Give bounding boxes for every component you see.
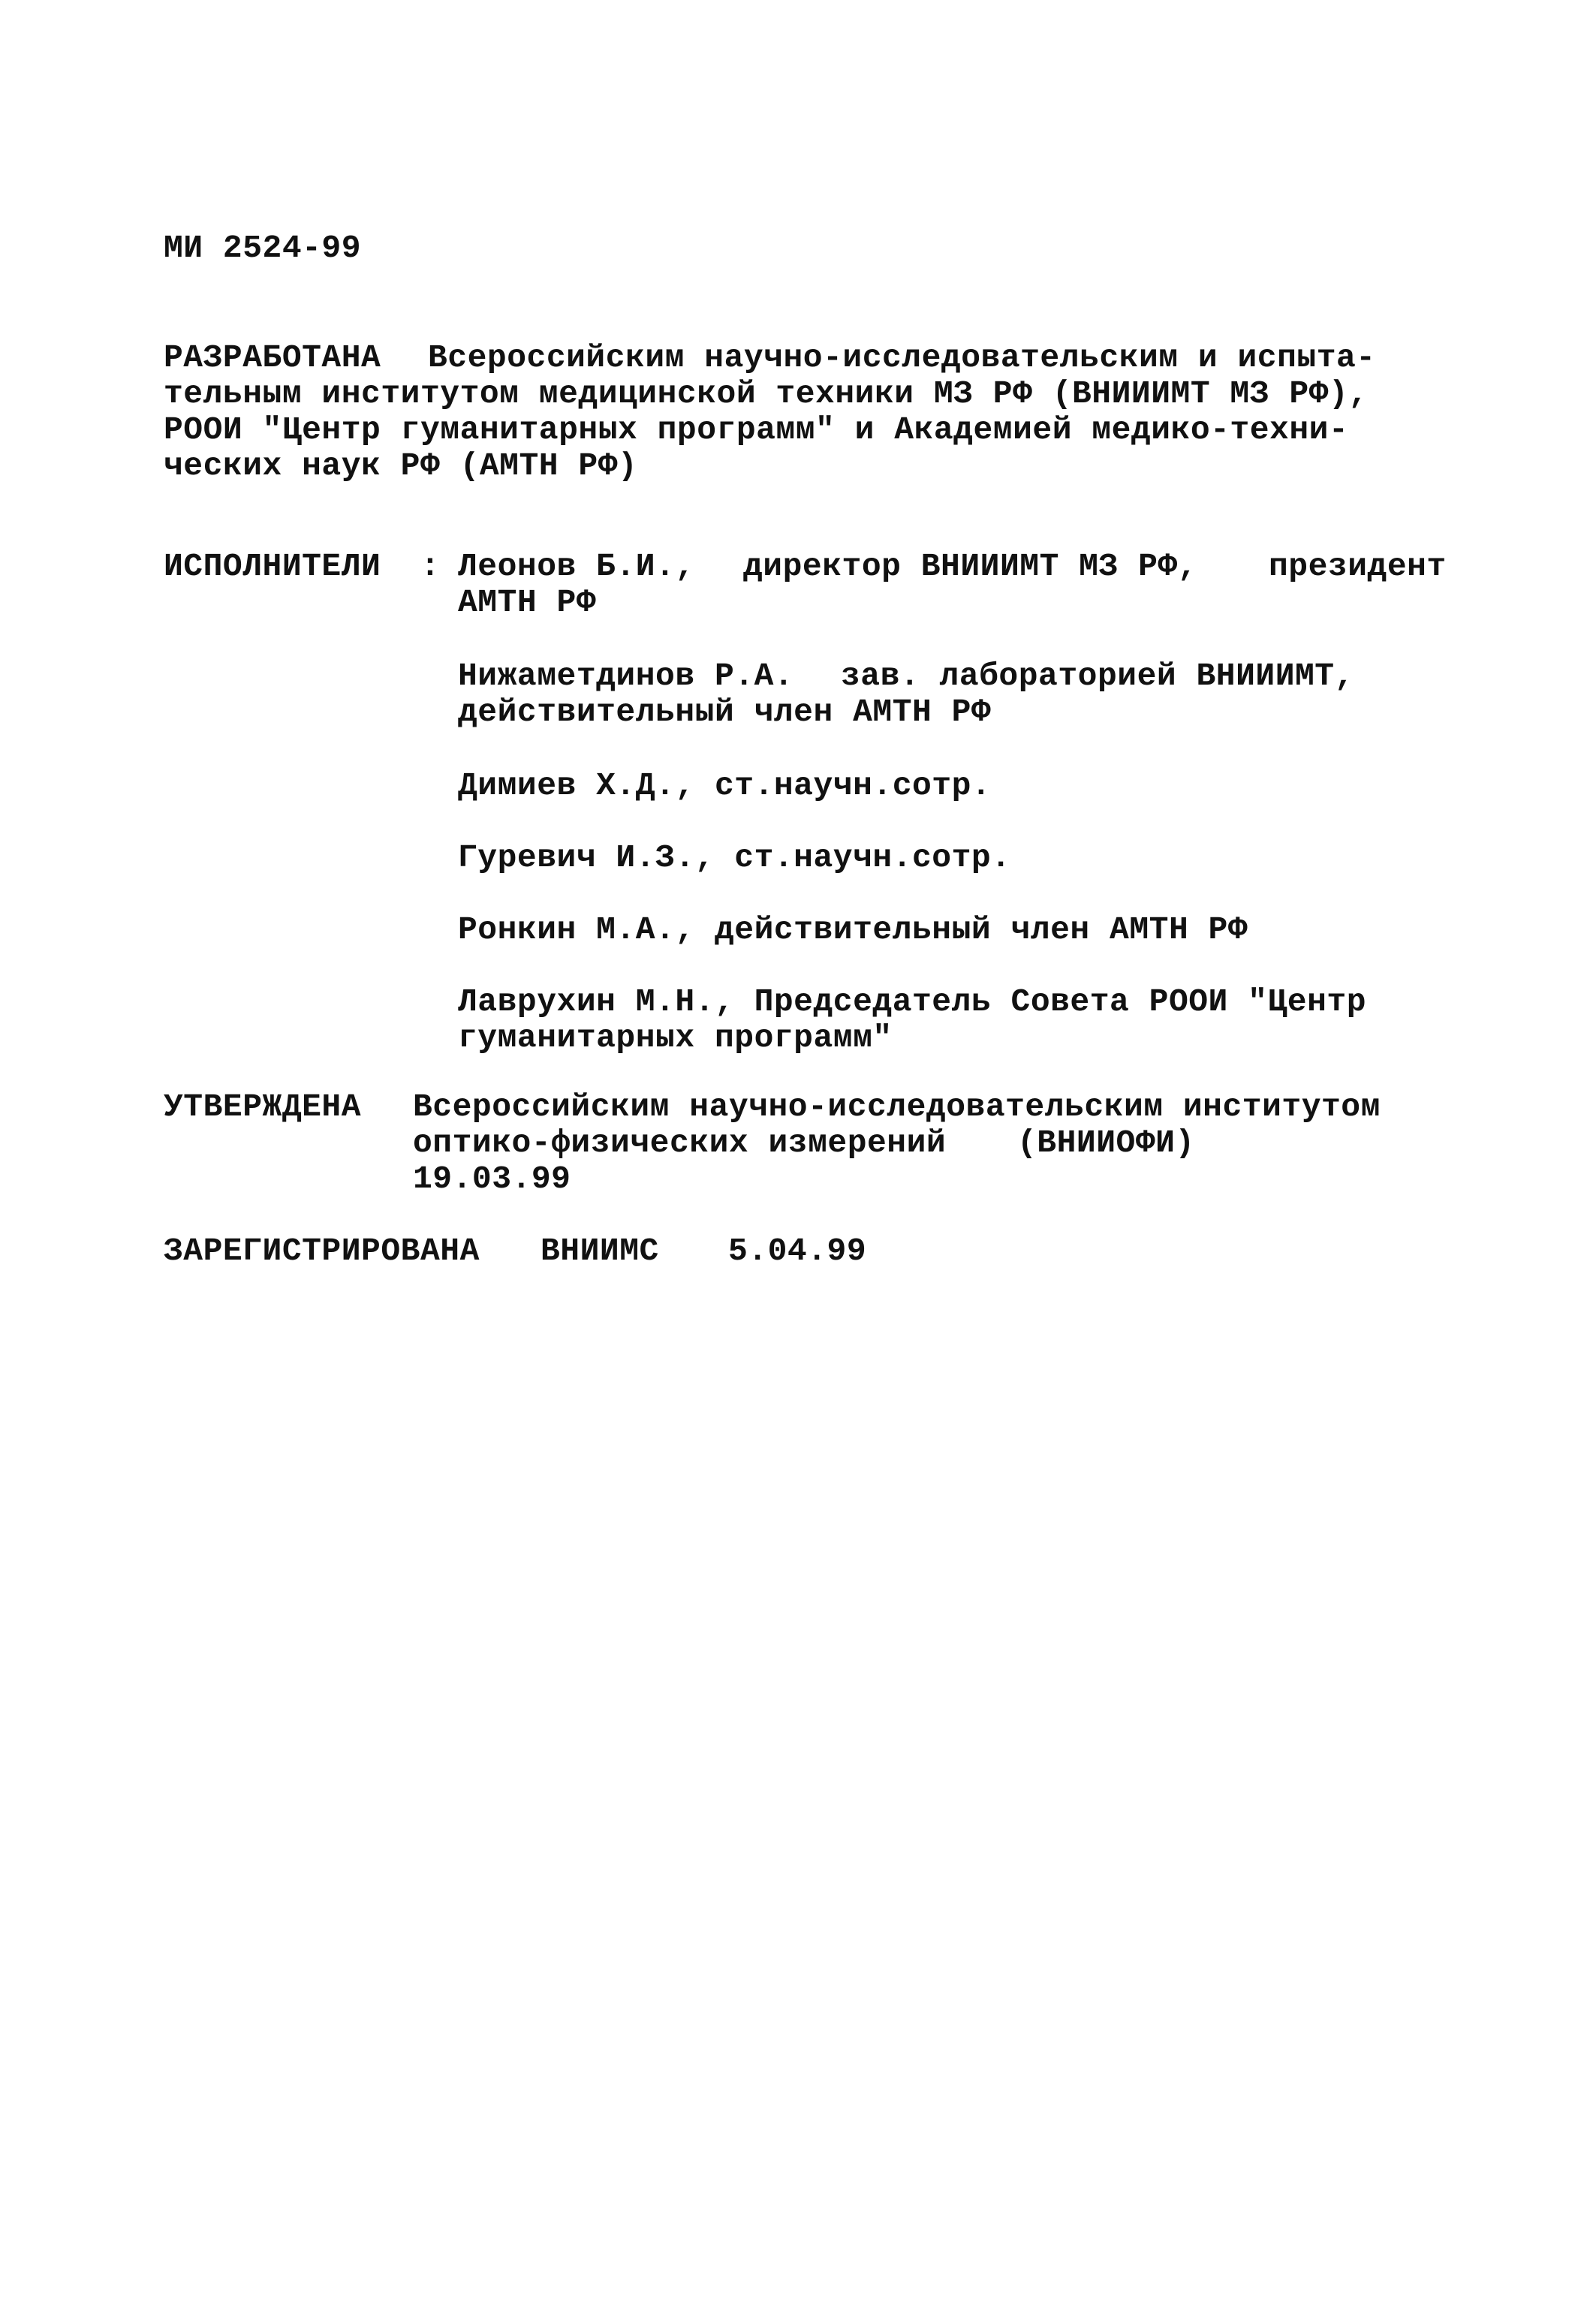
developed-line-3: РООИ "Центр гуманитарных программ" и Академией медико-техни- <box>164 411 1349 448</box>
executor-6-line-2: гуманитарных программ" <box>458 1019 893 1056</box>
registered-date: 5.04.99 <box>728 1233 867 1269</box>
executor-1-role: директор ВНИИИМТ МЗ РФ, <box>743 548 1197 585</box>
developed-label: РАЗРАБОТАНА <box>164 339 381 376</box>
executor-2-role: зав. лабораторией ВНИИИМТ, <box>841 658 1354 694</box>
executor-2-name: Нижаметдинов Р.А. <box>458 658 794 694</box>
developed-line-2: тельным институтом медицинской техники МЗ РФ (ВНИИИМТ МЗ РФ), <box>164 375 1369 412</box>
approved-line-1: Всероссийским научно-исследовательским институтом <box>413 1088 1381 1125</box>
document-code: МИ 2524-99 <box>164 230 362 266</box>
executor-4: Гуревич И.З., ст.научн.сотр. <box>458 839 1011 876</box>
approved-line-2: оптико-физических измерений <box>413 1124 947 1161</box>
developed-line-1: Всероссийским научно-исследовательским и испыта- <box>428 339 1376 376</box>
executor-5: Ронкин М.А., действительный член АМТН РФ <box>458 911 1248 948</box>
executor-3: Димиев Х.Д., ст.научн.сотр. <box>458 767 992 804</box>
approved-label: УТВЕРЖДЕНА <box>164 1088 362 1125</box>
executor-6: Лаврухин М.Н., Председатель Совета РООИ "Центр <box>458 983 1366 1020</box>
registered-label: ЗАРЕГИСТРИРОВАНА <box>164 1233 480 1269</box>
approved-date: 19.03.99 <box>413 1161 571 1197</box>
approved-line-2-abbr: (ВНИИОФИ) <box>1017 1124 1195 1161</box>
executor-1-role-tail: президент <box>1269 548 1447 585</box>
executors-label: ИСПОЛНИТЕЛИ <box>164 548 381 585</box>
executor-2-line-2: действительный член АМТН РФ <box>458 694 992 730</box>
executors-colon: : <box>420 548 441 585</box>
executor-1-line-2: АМТН РФ <box>458 584 597 621</box>
executor-1-name: Леонов Б.И., <box>458 548 695 585</box>
developed-line-4: ческих наук РФ (АМТН РФ) <box>164 447 638 484</box>
registered-org: ВНИИМС <box>541 1233 659 1269</box>
